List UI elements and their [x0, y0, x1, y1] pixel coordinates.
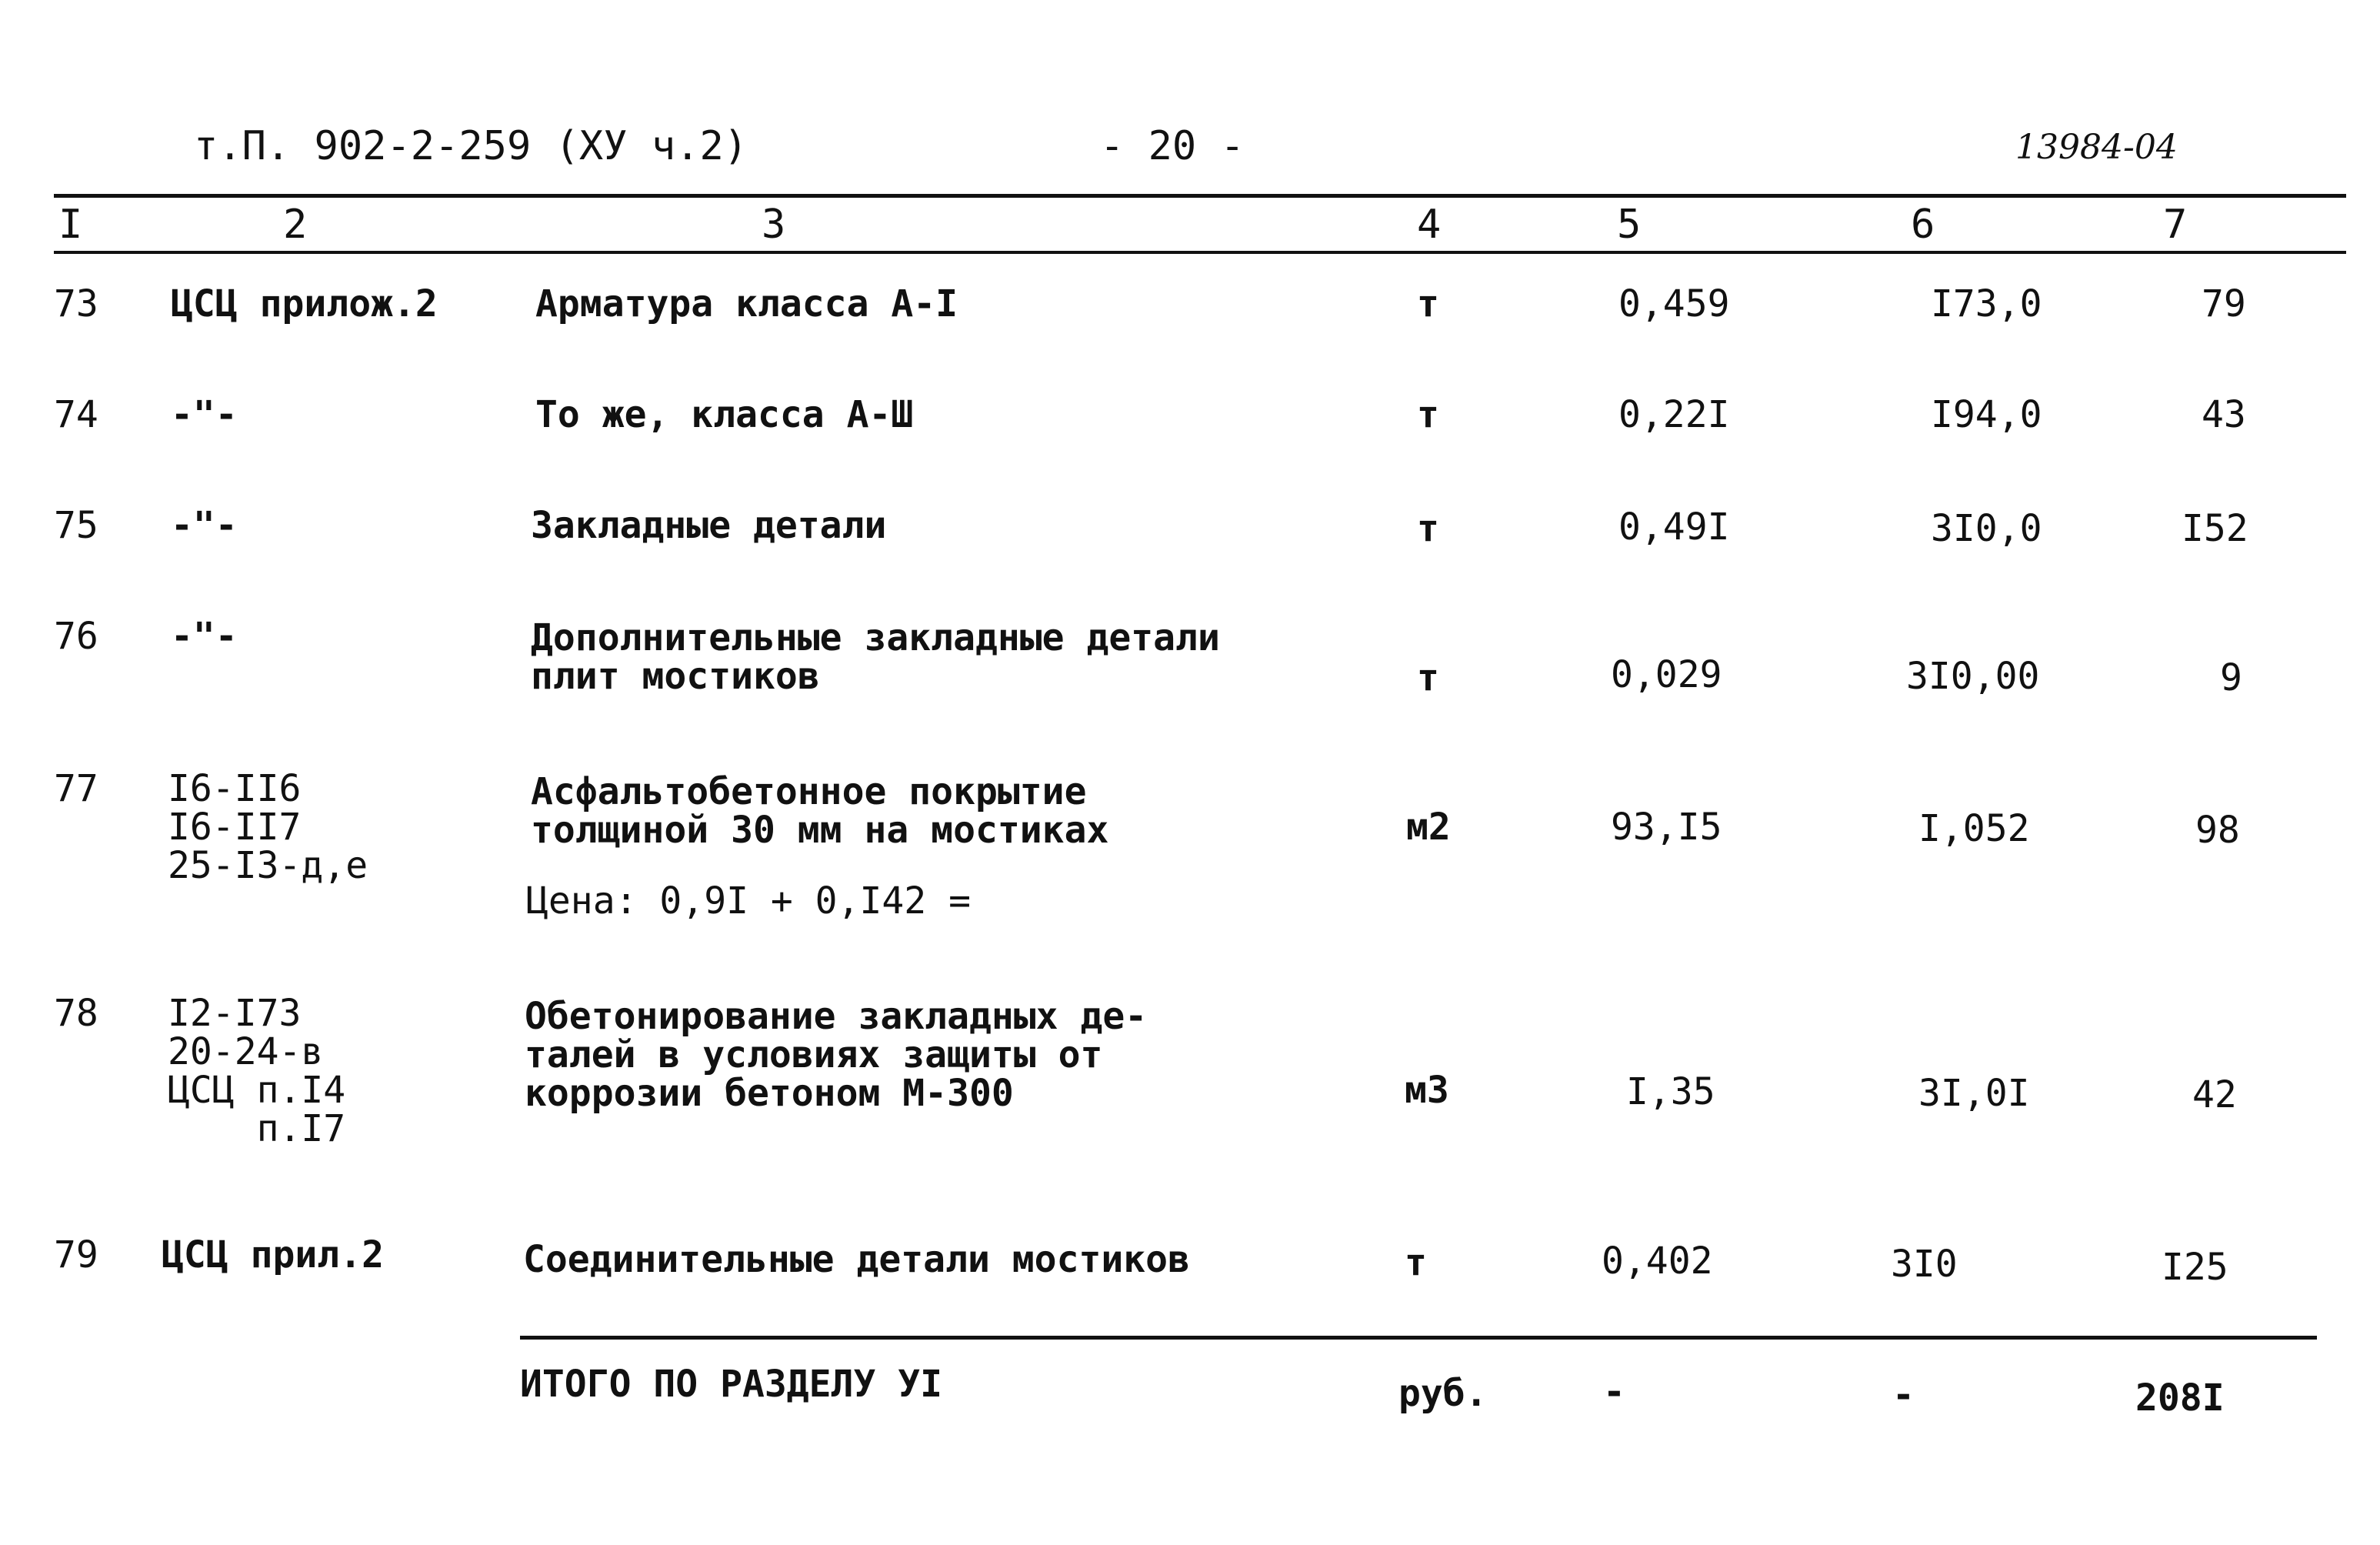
- page-number: - 20 -: [1100, 123, 1245, 169]
- row-quantity: 0,49I: [1618, 506, 1730, 549]
- column-number-3: 3: [762, 202, 786, 248]
- row-reference-line: I2-I73: [168, 992, 302, 1035]
- column-number-5: 5: [1617, 202, 1642, 248]
- row-unit: м3: [1405, 1069, 1449, 1112]
- column-number-6: 6: [1911, 202, 1935, 248]
- row-reference: [168, 769, 368, 885]
- row-reference-line: I6-II7: [168, 806, 302, 849]
- row-quantity: 0,22I: [1618, 393, 1730, 436]
- row-number: 73: [54, 282, 98, 325]
- row-total: 42: [2192, 1073, 2237, 1116]
- row-price: 3I0,00: [1906, 655, 2040, 698]
- summary-label: ИТОГО ПО РАЗДЕЛУ УI: [520, 1363, 943, 1406]
- column-header-rule: [54, 251, 2346, 254]
- row-reference: -"-: [171, 393, 238, 436]
- row-unit: т: [1417, 656, 1439, 699]
- row-number: 77: [54, 767, 98, 810]
- summary-unit: руб.: [1398, 1372, 1488, 1415]
- row-unit: т: [1417, 282, 1439, 325]
- row-number: 76: [54, 615, 98, 658]
- row-unit: т: [1405, 1241, 1427, 1284]
- row-quantity: I,35: [1626, 1070, 1715, 1113]
- column-number-2: 2: [283, 202, 308, 248]
- row-unit: т: [1417, 507, 1439, 550]
- column-number-1: I: [58, 202, 83, 248]
- row-quantity: 93,I5: [1611, 806, 1722, 849]
- row-description: [525, 997, 1147, 1113]
- row-quantity: 0,029: [1611, 653, 1722, 696]
- row-reference-line: 20-24-в: [168, 1030, 324, 1073]
- row-price: I73,0: [1931, 282, 2042, 325]
- row-description: Соединительные детали мостиков: [523, 1238, 1190, 1281]
- document-code: т.П. 902-2-259 (ХУ ч.2): [194, 123, 748, 169]
- row-price: I94,0: [1931, 393, 2042, 436]
- row-reference-line: п.I7: [168, 1107, 346, 1150]
- row-total: 43: [2202, 393, 2246, 436]
- row-description: [531, 616, 1220, 698]
- row-quantity: 0,459: [1618, 282, 1730, 325]
- row-reference: ЦСЦ прил.2: [162, 1233, 384, 1276]
- row-description-line: Дополнительные закладные детали: [531, 616, 1220, 659]
- row-number: 78: [54, 992, 98, 1035]
- row-reference: -"-: [171, 504, 238, 547]
- row-description-line: Асфальтобетонное покрытие: [531, 770, 1087, 813]
- row-reference: ЦСЦ прилож.2: [171, 282, 438, 325]
- row-number: 79: [54, 1233, 98, 1276]
- archive-number: 13984-04: [2015, 128, 2178, 167]
- row-total: 9: [2220, 656, 2242, 699]
- row-description: [531, 770, 1109, 852]
- row-total: I52: [2182, 507, 2248, 550]
- row-number: 74: [54, 393, 98, 436]
- column-number-7: 7: [2163, 202, 2188, 248]
- summary-quantity: -: [1603, 1370, 1625, 1413]
- row-price: 3I0: [1891, 1243, 1958, 1286]
- row-reference: -"-: [171, 615, 238, 658]
- row-total: 98: [2195, 809, 2240, 852]
- row-number: 75: [54, 504, 98, 547]
- row-description-line: Обетонирование закладных де-: [525, 995, 1148, 1038]
- row-description: То же, класса А-Ш: [535, 393, 914, 436]
- row-quantity: 0,402: [1602, 1240, 1713, 1283]
- row-total: 79: [2202, 282, 2246, 325]
- summary-total: 208I: [2135, 1376, 2225, 1420]
- row-price: 3I0,0: [1931, 507, 2042, 550]
- row-description-line: коррозии бетоном М-300: [525, 1072, 1014, 1115]
- row-reference-line: ЦСЦ п.I4: [168, 1069, 346, 1112]
- row-unit: т: [1417, 393, 1439, 436]
- row-description: Закладные детали: [531, 504, 887, 547]
- row-description-line: плит мостиков: [531, 655, 820, 698]
- row-reference-line: 25-I3-д,е: [168, 844, 368, 887]
- top-rule: [54, 194, 2346, 198]
- summary-price: -: [1892, 1373, 1915, 1417]
- row-description-line: талей в условиях защиты от: [525, 1033, 1103, 1076]
- column-number-4: 4: [1417, 202, 1442, 248]
- row-reference: [168, 994, 345, 1148]
- row-price-note: Цена: 0,9I + 0,I42 =: [526, 879, 971, 923]
- row-description: Арматура класса А-I: [535, 282, 958, 325]
- row-description-line: толщиной 30 мм на мостиках: [531, 809, 1109, 852]
- row-price: I,052: [1918, 807, 2030, 850]
- summary-rule: [520, 1336, 2317, 1340]
- row-unit: м2: [1406, 806, 1451, 849]
- row-price: 3I,0I: [1918, 1072, 2030, 1115]
- row-total: I25: [2162, 1246, 2228, 1289]
- row-reference-line: I6-II6: [168, 767, 302, 810]
